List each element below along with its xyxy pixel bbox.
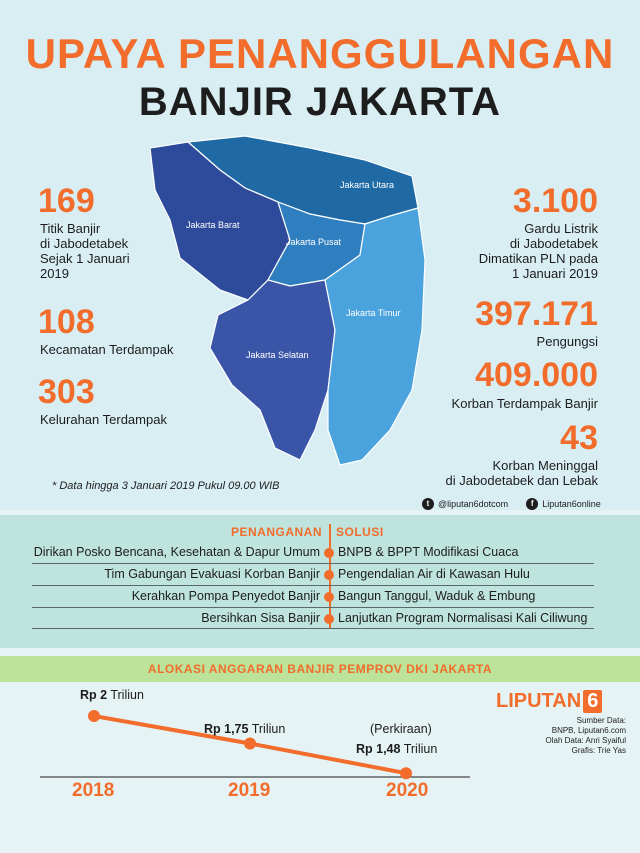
stat-kecamatan-label: Kecamatan Terdampak xyxy=(40,342,174,357)
map-label-south: Jakarta Selatan xyxy=(246,350,309,360)
solusi-item: Lanjutkan Program Normalisasi Kali Ciliwung xyxy=(338,611,588,625)
facebook-handle: Liputan6online xyxy=(542,499,601,509)
stat-pengungsi-value: 397.171 xyxy=(475,295,598,333)
year-2018: 2018 xyxy=(72,780,115,801)
page-title: UPAYA PENANGGULANGAN xyxy=(25,30,615,77)
stat-kecamatan-value: 108 xyxy=(38,303,95,341)
credits: Sumber Data: BNPB, Liputan6.com Olah Data: Anri Syaiful Grafis: Trie Yas xyxy=(545,716,626,755)
stat-pengungsi-label: Pengungsi xyxy=(536,334,598,349)
stat-kelurahan-label: Kelurahan Terdampak xyxy=(40,412,167,427)
penanganan-item: Dirikan Posko Bencana, Kesehatan & Dapur Umum xyxy=(33,545,320,559)
twitter-handle: @liputan6dotcom xyxy=(438,499,509,509)
facebook-icon: f xyxy=(526,498,538,510)
alloc-2020: Rp 1,48 Triliun xyxy=(356,742,438,756)
stat-meninggal-label: Korban Meninggal di Jabodetabek dan Lebak xyxy=(445,458,598,488)
twitter-icon: t xyxy=(422,498,434,510)
solusi-item: BNPB & BPPT Modifikasi Cuaca xyxy=(338,545,519,559)
penanganan-item: Bersihkan Sisa Banjir xyxy=(201,611,320,625)
data-point-2018 xyxy=(88,710,100,722)
header-solusi: SOLUSI xyxy=(336,525,384,539)
liputan6-logo: LIPUTAN 6 xyxy=(496,690,602,713)
stat-gardu-value: 3.100 xyxy=(512,182,598,220)
year-2020: 2020 xyxy=(386,780,429,801)
stat-meninggal-value: 43 xyxy=(560,419,598,457)
penanganan-item: Tim Gabungan Evakuasi Korban Banjir xyxy=(104,567,320,581)
map-label-central: Jakarta Pusat xyxy=(286,237,342,247)
penanganan-item: Kerahkan Pompa Penyedot Banjir xyxy=(131,589,320,603)
alloc-2020-note: (Perkiraan) xyxy=(370,722,432,736)
stat-titik-banjir-value: 169 xyxy=(38,182,95,220)
stat-korban-terdampak-label: Korban Terdampak Banjir xyxy=(451,396,598,411)
stat-korban-terdampak-value: 409.000 xyxy=(475,356,598,394)
year-2019: 2019 xyxy=(228,780,271,801)
data-footnote: * Data hingga 3 Januari 2019 Pukul 09.00 WIB xyxy=(52,480,280,492)
solusi-item: Pengendalian Air di Kawasan Hulu xyxy=(338,567,530,581)
header-penanganan: PENANGANAN xyxy=(230,525,322,539)
stat-gardu-label: Gardu Listrik di Jabodetabek Dimatikan PLN pada 1 Januari 2019 xyxy=(478,221,598,281)
data-point-2019 xyxy=(244,738,256,750)
stat-kelurahan-value: 303 xyxy=(38,373,95,411)
stat-titik-banjir-label: Titik Banjir di Jabodetabek Sejak 1 Januari 2019 xyxy=(40,221,130,281)
map-label-west: Jakarta Barat xyxy=(186,220,240,230)
data-point-2020 xyxy=(400,767,412,779)
map-label-east: Jakarta Timur xyxy=(346,308,401,318)
map-label-north: Jakarta Utara xyxy=(340,180,395,190)
budget-title: ALOKASI ANGGARAN BANJIR PEMPROV DKI JAKARTA xyxy=(147,662,493,676)
alloc-2019: Rp 1,75 Triliun xyxy=(204,722,286,736)
page-subtitle: BANJIR JAKARTA xyxy=(138,80,502,124)
alloc-2018: Rp 2 Triliun xyxy=(80,688,144,702)
solusi-item: Bangun Tanggul, Waduk & Embung xyxy=(338,589,536,603)
